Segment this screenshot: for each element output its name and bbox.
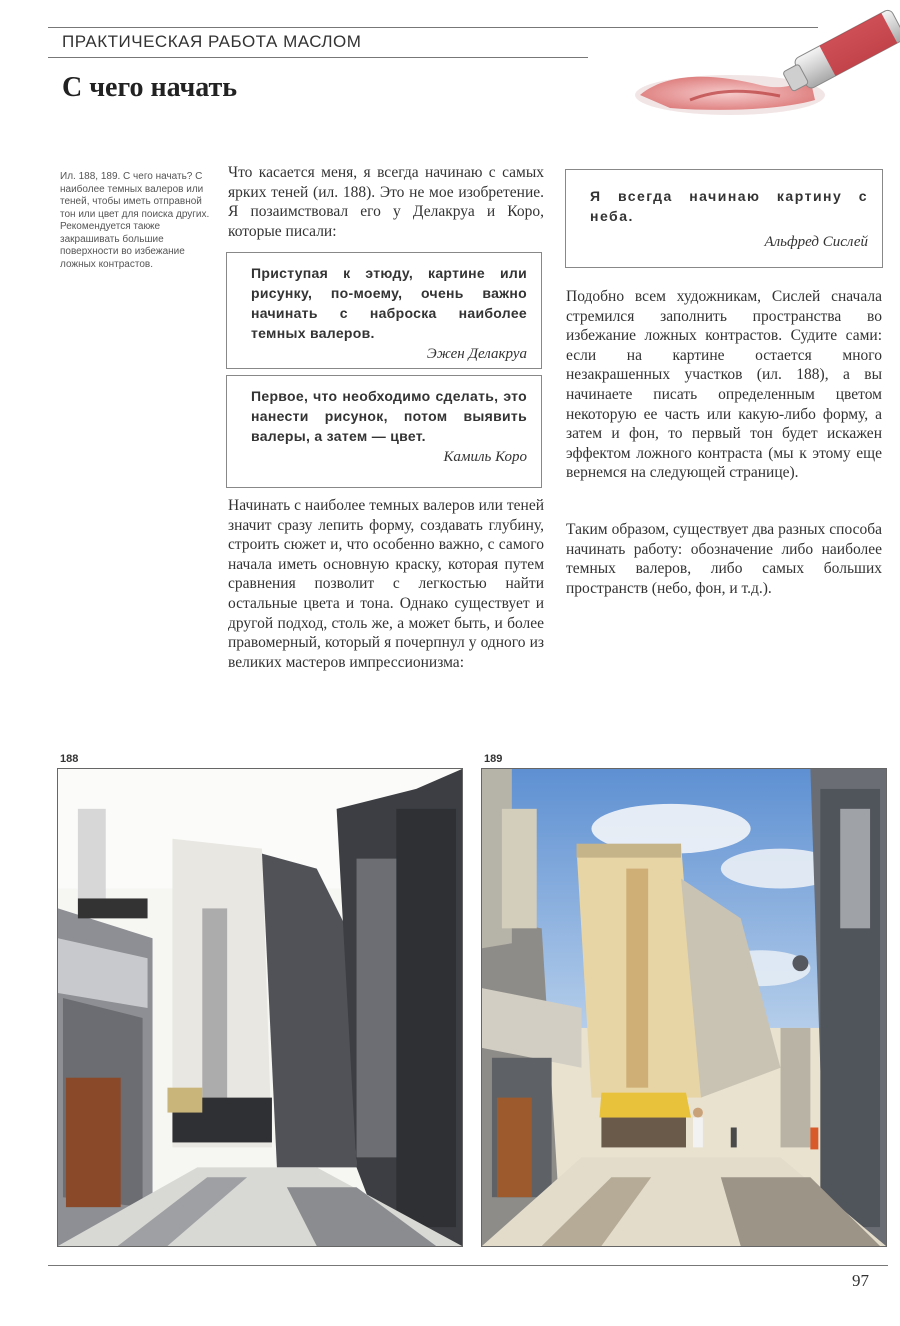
section-title: ПРАКТИЧЕСКАЯ РАБОТА МАСЛОМ <box>62 32 362 51</box>
intro-paragraph: Что касается меня, я всегда начинаю с самых ярких теней (ил. 188). Это не мое изобретение. Я позаимствовал его у Делакруа и Коро, которые писали: <box>228 164 544 240</box>
paint-tube-illustration <box>630 0 900 120</box>
page-heading: С чего начать <box>62 72 238 103</box>
quote-sisley-text: Я всегда начинаю картину с неба. <box>590 188 868 224</box>
quote-corot-author: Камиль Коро <box>443 449 527 465</box>
figure-189-painting <box>481 768 887 1247</box>
quote-delacroix <box>226 252 542 369</box>
page-number: 97 <box>852 1271 869 1290</box>
quote-delacroix-author: Эжен Делакруа <box>426 346 527 362</box>
quote-sisley <box>565 169 883 268</box>
quote-corot <box>226 375 542 488</box>
figure-caption: Ил. 188, 189. С чего начать? С наиболее темных валеров или теней, чтобы иметь отправной тон или цвет для поиска других. Рекомендуется также закрашивать большие поверхности во избежание ложных контрастов. <box>60 171 210 270</box>
paragraph-two-methods: Таким образом, существует два разных способа начинать работу: обозначение либо наиболее темных валеров, либо самых больших пространств (небо, фон, и т.д.). <box>566 521 882 597</box>
quote-corot-text: Первое, что необходимо сделать, это нанести рисунок, потом выявить валеры, а затем — цвет. <box>251 388 527 444</box>
figure-189-number: 189 <box>484 753 503 765</box>
paragraph-dark-values: Начинать с наиболее темных валеров или теней значит сразу лепить форму, создавать глубину, строить сюжет и, что особенно важно, с самого начала иметь основную краску, которая путем сравнения позволит с легкостью найти остальные цвета и тона. Однако существует и другой подход, столь же, а может быть, и более правомерный, который я почерпнул у одного из великих мастеров импрессионизма: <box>228 497 544 671</box>
figure-188-number: 188 <box>60 753 79 765</box>
quote-delacroix-text: Приступая к этюду, картине или рисунку, по-моему, очень важно начинать с наброска наиболее темных валеров. <box>251 265 527 341</box>
quote-sisley-author: Альфред Сислей <box>764 234 868 250</box>
figure-188-painting <box>57 768 463 1247</box>
paragraph-sisley: Подобно всем художникам, Сислей сначала стремился заполнить пространства во избежание ложных контрастов. Судите сами: если на картине остается много незакрашенных участков (ил. 188), а вы начинаете писать определенным цветом некоторую ее часть или какую-либо форму, а затем и фон, то первый тон будет искажен эффектом ложного контраста (мы к этому еще вернемся на следующей странице). <box>566 288 882 482</box>
footer-rule <box>48 1265 888 1266</box>
header-rule-bottom <box>48 57 588 58</box>
